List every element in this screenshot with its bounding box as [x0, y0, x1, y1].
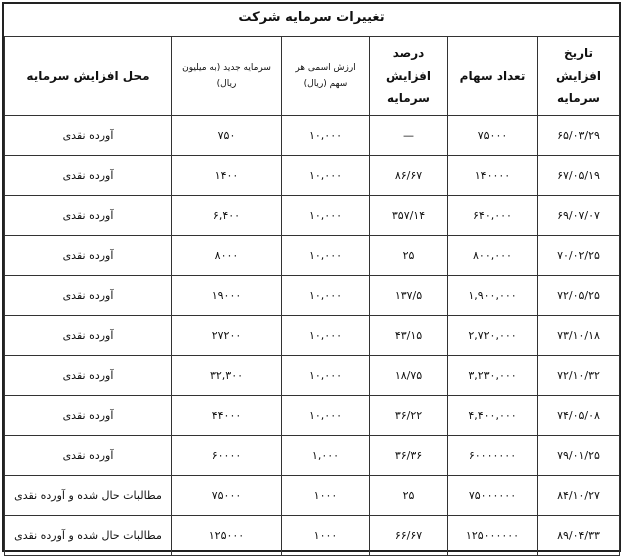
cell-percent: ۲۵ [370, 476, 448, 516]
table-title: تغییرات سرمایه شرکت [238, 10, 385, 25]
header-new-capital: سرمایه جدید (به میلیون ریال) [172, 37, 282, 116]
cell-percent: ۳۶/۲۲ [370, 396, 448, 436]
cell-capital: ۷۵۰۰۰ [172, 476, 282, 516]
cell-percent: ۶۶/۶۷ [370, 516, 448, 556]
table-row [5, 436, 620, 476]
cell-shares: ۶۰۰۰۰۰۰۰ [448, 436, 538, 476]
table-row [5, 516, 620, 556]
cell-shares: ۱۴۰۰۰۰ [448, 156, 538, 196]
cell-par: ۱,۰۰۰ [282, 436, 370, 476]
cell-capital: ۳۲,۳۰۰ [172, 356, 282, 396]
cell-par: ۱۰,۰۰۰ [282, 276, 370, 316]
cell-percent: ۱۳۷/۵ [370, 276, 448, 316]
cell-capital: ۱۲۵۰۰۰ [172, 516, 282, 556]
cell-shares: ۸۰۰,۰۰۰ [448, 236, 538, 276]
cell-shares: ۲,۷۲۰,۰۰۰ [448, 316, 538, 356]
cell-capital: ۶۰۰۰۰ [172, 436, 282, 476]
cell-capital: ۲۷۲۰۰ [172, 316, 282, 356]
cell-source: آورده نقدی [5, 316, 172, 356]
header-row [5, 37, 620, 116]
cell-par: ۱۰,۰۰۰ [282, 356, 370, 396]
cell-date: ۶۷/۰۵/۱۹ [538, 156, 620, 196]
cell-source: مطالبات حال شده و آورده نقدی [5, 476, 172, 516]
cell-shares: ۷۵۰۰۰ [448, 116, 538, 156]
cell-date: ۷۲/۱۰/۳۲ [538, 356, 620, 396]
cell-capital: ۱۹۰۰۰ [172, 276, 282, 316]
cell-source: آورده نقدی [5, 396, 172, 436]
cell-percent: ۳۶/۳۶ [370, 436, 448, 476]
cell-shares: ۳,۲۳۰,۰۰۰ [448, 356, 538, 396]
table-row [5, 476, 620, 516]
table-row [5, 236, 620, 276]
cell-date: ۷۹/۰۱/۲۵ [538, 436, 620, 476]
cell-source: آورده نقدی [5, 436, 172, 476]
cell-par: ۱۰,۰۰۰ [282, 236, 370, 276]
table-row [5, 116, 620, 156]
title-bar [4, 4, 619, 37]
cell-percent: ۴۳/۱۵ [370, 316, 448, 356]
cell-date: ۷۴/۰۵/۰۸ [538, 396, 620, 436]
cell-par: ۱۰۰۰ [282, 516, 370, 556]
cell-par: ۱۰,۰۰۰ [282, 396, 370, 436]
cell-shares: ۶۴۰,۰۰۰ [448, 196, 538, 236]
cell-par: ۱۰,۰۰۰ [282, 316, 370, 356]
table-row [5, 156, 620, 196]
table-row [5, 396, 620, 436]
header-source: محل افزایش سرمایه [5, 37, 172, 116]
cell-source: آورده نقدی [5, 276, 172, 316]
document-frame [2, 2, 621, 552]
table-row [5, 316, 620, 356]
cell-capital: ۸۰۰۰ [172, 236, 282, 276]
cell-par: ۱۰۰۰ [282, 476, 370, 516]
cell-shares: ۷۵۰۰۰۰۰۰ [448, 476, 538, 516]
table-row [5, 196, 620, 236]
cell-shares: ۴,۴۰۰,۰۰۰ [448, 396, 538, 436]
cell-date: ۷۳/۱۰/۱۸ [538, 316, 620, 356]
cell-date: ۶۵/۰۳/۲۹ [538, 116, 620, 156]
cell-percent: ۲۵ [370, 236, 448, 276]
cell-capital: ۶,۴۰۰ [172, 196, 282, 236]
capital-changes-table [4, 36, 620, 556]
header-shares: تعداد سهام [448, 37, 538, 116]
cell-percent: — [370, 116, 448, 156]
cell-source: آورده نقدی [5, 156, 172, 196]
table-row [5, 356, 620, 396]
cell-capital: ۷۵۰ [172, 116, 282, 156]
cell-par: ۱۰,۰۰۰ [282, 196, 370, 236]
cell-date: ۸۹/۰۴/۳۳ [538, 516, 620, 556]
cell-source: آورده نقدی [5, 236, 172, 276]
cell-source: مطالبات حال شده و آورده نقدی [5, 516, 172, 556]
cell-date: ۷۲/۰۵/۲۵ [538, 276, 620, 316]
cell-percent: ۳۵۷/۱۴ [370, 196, 448, 236]
cell-source: آورده نقدی [5, 196, 172, 236]
header-percent: درصد افزایش سرمایه [370, 37, 448, 116]
cell-shares: ۱,۹۰۰,۰۰۰ [448, 276, 538, 316]
cell-capital: ۴۴۰۰۰ [172, 396, 282, 436]
cell-source: آورده نقدی [5, 116, 172, 156]
cell-par: ۱۰,۰۰۰ [282, 156, 370, 196]
cell-percent: ۱۸/۷۵ [370, 356, 448, 396]
cell-date: ۶۹/۰۷/۰۷ [538, 196, 620, 236]
header-date: تاریخ افزایش سرمایه [538, 37, 620, 116]
cell-source: آورده نقدی [5, 356, 172, 396]
cell-percent: ۸۶/۶۷ [370, 156, 448, 196]
cell-shares: ۱۲۵۰۰۰۰۰۰ [448, 516, 538, 556]
table-row [5, 276, 620, 316]
cell-par: ۱۰,۰۰۰ [282, 116, 370, 156]
cell-date: ۸۴/۱۰/۲۷ [538, 476, 620, 516]
cell-date: ۷۰/۰۲/۲۵ [538, 236, 620, 276]
cell-capital: ۱۴۰۰ [172, 156, 282, 196]
header-par-value: ارزش اسمی هر سهم (ریال) [282, 37, 370, 116]
